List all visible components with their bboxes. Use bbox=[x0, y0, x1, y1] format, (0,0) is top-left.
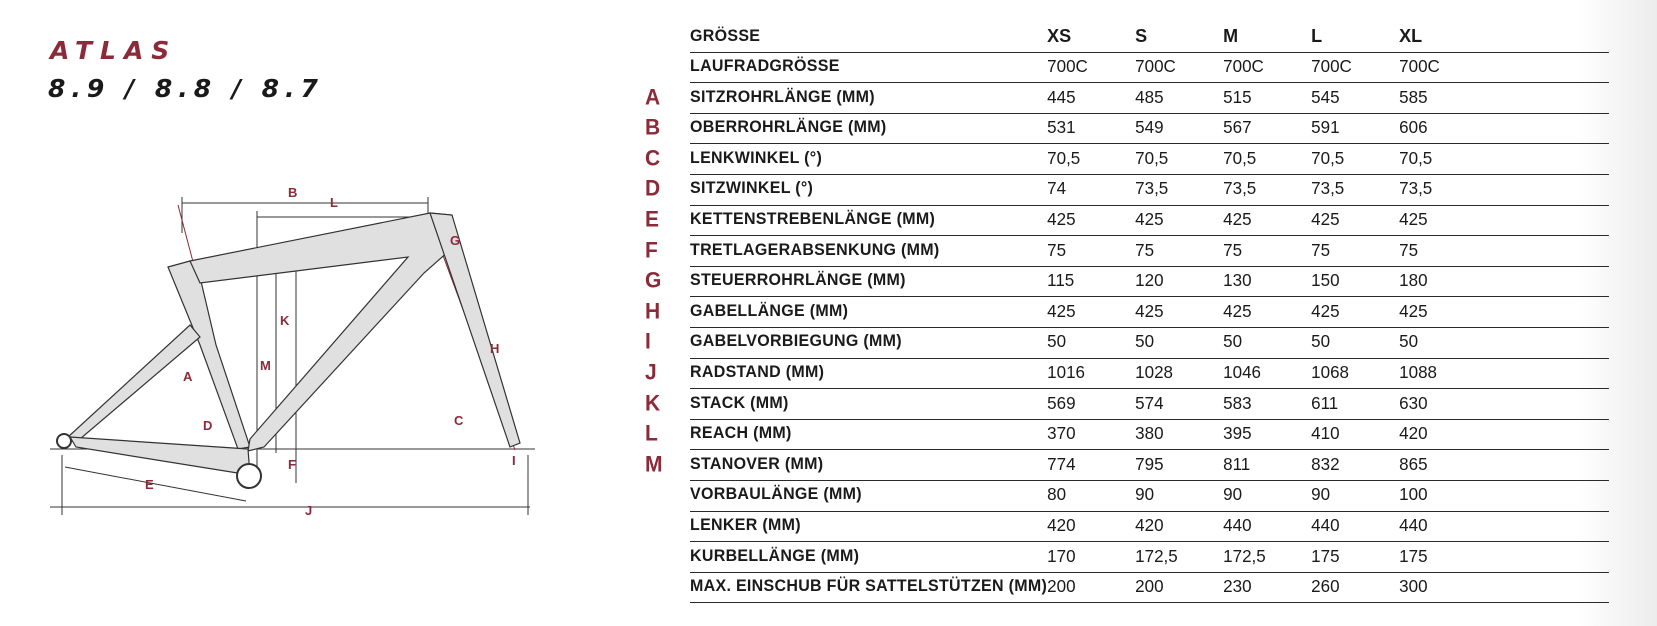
table-cell: 175 bbox=[1399, 541, 1609, 573]
row-letter: M bbox=[645, 452, 663, 477]
row-label: SITZROHRLÄNGE (MM) bbox=[690, 82, 1047, 114]
row-label: RADSTAND (MM) bbox=[690, 357, 1047, 389]
table-cell: 606 bbox=[1399, 113, 1609, 145]
table-cell: 70,5 bbox=[1311, 143, 1399, 175]
row-label: KURBELLÄNGE (MM) bbox=[690, 541, 1047, 573]
table-cell: 425 bbox=[1311, 204, 1399, 236]
row-letter: C bbox=[645, 146, 661, 171]
row-letter bbox=[645, 21, 690, 53]
table-cell: 150 bbox=[1311, 265, 1399, 297]
row-letter: B bbox=[645, 115, 661, 141]
table-cell: 700C bbox=[1135, 51, 1223, 83]
table-cell: 440 bbox=[1223, 510, 1311, 542]
table-cell: 611 bbox=[1311, 388, 1399, 420]
row-label: STANOVER (MM) bbox=[690, 449, 1047, 481]
table-cell: 569 bbox=[1047, 388, 1135, 420]
table-cell: 583 bbox=[1223, 388, 1311, 420]
row-letter: E bbox=[645, 207, 660, 232]
row-letter: L bbox=[645, 421, 658, 447]
table-row bbox=[645, 450, 1609, 481]
table-cell: 700C bbox=[1399, 51, 1609, 83]
diagram-label: E bbox=[145, 477, 154, 492]
row-letter bbox=[645, 510, 690, 542]
size-header: XS bbox=[1047, 21, 1135, 53]
diagram-label: M bbox=[260, 358, 271, 373]
table-cell: 75 bbox=[1047, 235, 1135, 267]
diagram-label: H bbox=[490, 341, 500, 356]
row-label: STEUERROHRLÄNGE (MM) bbox=[690, 265, 1047, 297]
row-letter bbox=[645, 480, 690, 512]
table-cell: 75 bbox=[1399, 235, 1609, 267]
table-cell: 425 bbox=[1311, 296, 1399, 328]
table-row bbox=[645, 52, 1609, 83]
table-cell: 75 bbox=[1223, 235, 1311, 267]
diagram-label: D bbox=[203, 418, 213, 433]
table-cell: 425 bbox=[1399, 204, 1609, 236]
size-header: S bbox=[1135, 21, 1223, 53]
table-cell: 425 bbox=[1047, 204, 1135, 236]
table-cell: 200 bbox=[1047, 571, 1135, 603]
table-row bbox=[645, 542, 1609, 573]
table-cell: 172,5 bbox=[1135, 541, 1223, 573]
table-cell: 420 bbox=[1135, 510, 1223, 542]
row-label: GABELVORBIEGUNG (MM) bbox=[690, 327, 1047, 359]
table-cell: 90 bbox=[1135, 480, 1223, 512]
table-cell: 1028 bbox=[1135, 357, 1223, 389]
table-cell: 75 bbox=[1135, 235, 1223, 267]
row-letter bbox=[645, 541, 690, 573]
bike-frame bbox=[68, 213, 520, 475]
table-row bbox=[645, 83, 1609, 114]
table-row bbox=[645, 297, 1609, 328]
table-cell: 73,5 bbox=[1399, 174, 1609, 206]
table-cell: 531 bbox=[1047, 113, 1135, 145]
table-cell: 440 bbox=[1399, 510, 1609, 542]
table-row bbox=[645, 113, 1609, 144]
row-letter bbox=[645, 571, 690, 603]
table-cell: 795 bbox=[1135, 449, 1223, 481]
table-cell: 811 bbox=[1223, 449, 1311, 481]
table-cell: 130 bbox=[1223, 265, 1311, 297]
table-cell: 700C bbox=[1047, 51, 1135, 83]
table-cell: 70,5 bbox=[1399, 143, 1609, 175]
table-row bbox=[645, 266, 1609, 297]
table-row bbox=[645, 358, 1609, 389]
table-row bbox=[645, 174, 1609, 205]
table-cell: 80 bbox=[1047, 480, 1135, 512]
size-header: M bbox=[1223, 21, 1311, 53]
table-cell: 73,5 bbox=[1223, 174, 1311, 206]
table-header-row bbox=[645, 22, 1609, 52]
table-cell: 485 bbox=[1135, 82, 1223, 114]
row-label: REACH (MM) bbox=[690, 418, 1047, 450]
row-letter: A bbox=[645, 85, 661, 110]
table-cell: 50 bbox=[1223, 327, 1311, 359]
table-row bbox=[645, 205, 1609, 236]
row-label: MAX. EINSCHUB FÜR SATTELSTÜTZEN (MM) bbox=[690, 571, 1047, 603]
table-cell: 567 bbox=[1223, 113, 1311, 145]
diagram-label: I bbox=[512, 453, 516, 468]
diagram-label: A bbox=[183, 369, 193, 384]
table-cell: 832 bbox=[1311, 449, 1399, 481]
row-label: KETTENSTREBENLÄNGE (MM) bbox=[690, 204, 1047, 236]
table-cell: 425 bbox=[1399, 296, 1609, 328]
row-label: GABELLÄNGE (MM) bbox=[690, 296, 1047, 328]
table-cell: 70,5 bbox=[1223, 143, 1311, 175]
table-cell: 50 bbox=[1311, 327, 1399, 359]
diagram-label: C bbox=[454, 413, 464, 428]
table-row bbox=[645, 572, 1609, 603]
table-row bbox=[645, 511, 1609, 542]
row-letter: K bbox=[645, 391, 661, 416]
table-row bbox=[645, 144, 1609, 175]
row-letter: D bbox=[645, 177, 661, 202]
size-header: XL bbox=[1399, 21, 1609, 53]
table-cell: 425 bbox=[1135, 204, 1223, 236]
table-cell: 50 bbox=[1047, 327, 1135, 359]
table-cell: 115 bbox=[1047, 265, 1135, 297]
table-cell: 410 bbox=[1311, 418, 1399, 450]
table-cell: 175 bbox=[1311, 541, 1399, 573]
table-cell: 120 bbox=[1135, 265, 1223, 297]
diagram-label: F bbox=[288, 457, 296, 472]
table-cell: 1016 bbox=[1047, 357, 1135, 389]
table-cell: 549 bbox=[1135, 113, 1223, 145]
diagram-label: J bbox=[305, 503, 313, 518]
diagram-label: K bbox=[280, 313, 290, 328]
table-cell: 74 bbox=[1047, 174, 1135, 206]
table-cell: 50 bbox=[1135, 327, 1223, 359]
table-cell: 1046 bbox=[1223, 357, 1311, 389]
table-row bbox=[645, 327, 1609, 358]
table-cell: 50 bbox=[1399, 327, 1609, 359]
bottom-bracket bbox=[237, 464, 261, 488]
row-letter: F bbox=[645, 238, 658, 263]
table-cell: 200 bbox=[1135, 571, 1223, 603]
table-cell: 420 bbox=[1047, 510, 1135, 542]
table-row bbox=[645, 419, 1609, 450]
row-label: LENKER (MM) bbox=[690, 510, 1047, 542]
row-label: STACK (MM) bbox=[690, 388, 1047, 420]
table-cell: 1068 bbox=[1311, 357, 1399, 389]
diagram-label: L bbox=[330, 195, 338, 210]
table-cell: 574 bbox=[1135, 388, 1223, 420]
table-cell: 73,5 bbox=[1311, 174, 1399, 206]
table-cell: 445 bbox=[1047, 82, 1135, 114]
table-cell: 172,5 bbox=[1223, 541, 1311, 573]
table-cell: 440 bbox=[1311, 510, 1399, 542]
table-cell: 230 bbox=[1223, 571, 1311, 603]
table-cell: 100 bbox=[1399, 480, 1609, 512]
table-cell: 630 bbox=[1399, 388, 1609, 420]
model-variants: 8.9 / 8.8 / 8.7 bbox=[48, 74, 324, 103]
table-cell: 90 bbox=[1223, 480, 1311, 512]
geometry-table bbox=[645, 22, 1609, 603]
table-cell: 70,5 bbox=[1135, 143, 1223, 175]
table-cell: 425 bbox=[1135, 296, 1223, 328]
row-label: LENKWINKEL (°) bbox=[690, 143, 1047, 175]
table-cell: 865 bbox=[1399, 449, 1609, 481]
table-cell: 380 bbox=[1135, 418, 1223, 450]
table-cell: 170 bbox=[1047, 541, 1135, 573]
size-header: L bbox=[1311, 21, 1399, 53]
table-row bbox=[645, 236, 1609, 267]
table-cell: 75 bbox=[1311, 235, 1399, 267]
table-row bbox=[645, 480, 1609, 511]
table-cell: 591 bbox=[1311, 113, 1399, 145]
row-label: VORBAULÄNGE (MM) bbox=[690, 480, 1047, 512]
column-header-size: GRÖSSE bbox=[690, 21, 1047, 53]
row-label: LAUFRADGRÖSSE bbox=[690, 51, 1047, 83]
row-label: OBERROHRLÄNGE (MM) bbox=[690, 113, 1047, 145]
table-cell: 545 bbox=[1311, 82, 1399, 114]
row-label: TRETLAGERABSENKUNG (MM) bbox=[690, 235, 1047, 267]
table-cell: 73,5 bbox=[1135, 174, 1223, 206]
rear-dropout bbox=[57, 434, 71, 448]
table-cell: 515 bbox=[1223, 82, 1311, 114]
model-title: ATLAS bbox=[50, 36, 178, 65]
row-letter: J bbox=[645, 360, 657, 385]
diagram-label: G bbox=[450, 233, 461, 248]
table-cell: 420 bbox=[1399, 418, 1609, 450]
frame-geometry-diagram bbox=[50, 185, 580, 545]
table-row bbox=[645, 389, 1609, 420]
table-cell: 425 bbox=[1223, 296, 1311, 328]
table-cell: 425 bbox=[1047, 296, 1135, 328]
table-cell: 260 bbox=[1311, 571, 1399, 603]
row-letter: G bbox=[645, 268, 662, 294]
table-cell: 585 bbox=[1399, 82, 1609, 114]
table-cell: 370 bbox=[1047, 418, 1135, 450]
table-cell: 1088 bbox=[1399, 357, 1609, 389]
row-letter bbox=[645, 51, 690, 83]
table-cell: 90 bbox=[1311, 480, 1399, 512]
diagram-label: B bbox=[288, 185, 298, 200]
table-cell: 395 bbox=[1223, 418, 1311, 450]
table-cell: 774 bbox=[1047, 449, 1135, 481]
table-cell: 425 bbox=[1223, 204, 1311, 236]
table-cell: 70,5 bbox=[1047, 143, 1135, 175]
row-letter: H bbox=[645, 299, 661, 324]
row-label: SITZWINKEL (°) bbox=[690, 174, 1047, 206]
table-cell: 180 bbox=[1399, 265, 1609, 297]
table-cell: 700C bbox=[1311, 51, 1399, 83]
row-letter: I bbox=[645, 330, 651, 355]
table-cell: 300 bbox=[1399, 571, 1609, 603]
table-cell: 700C bbox=[1223, 51, 1311, 83]
